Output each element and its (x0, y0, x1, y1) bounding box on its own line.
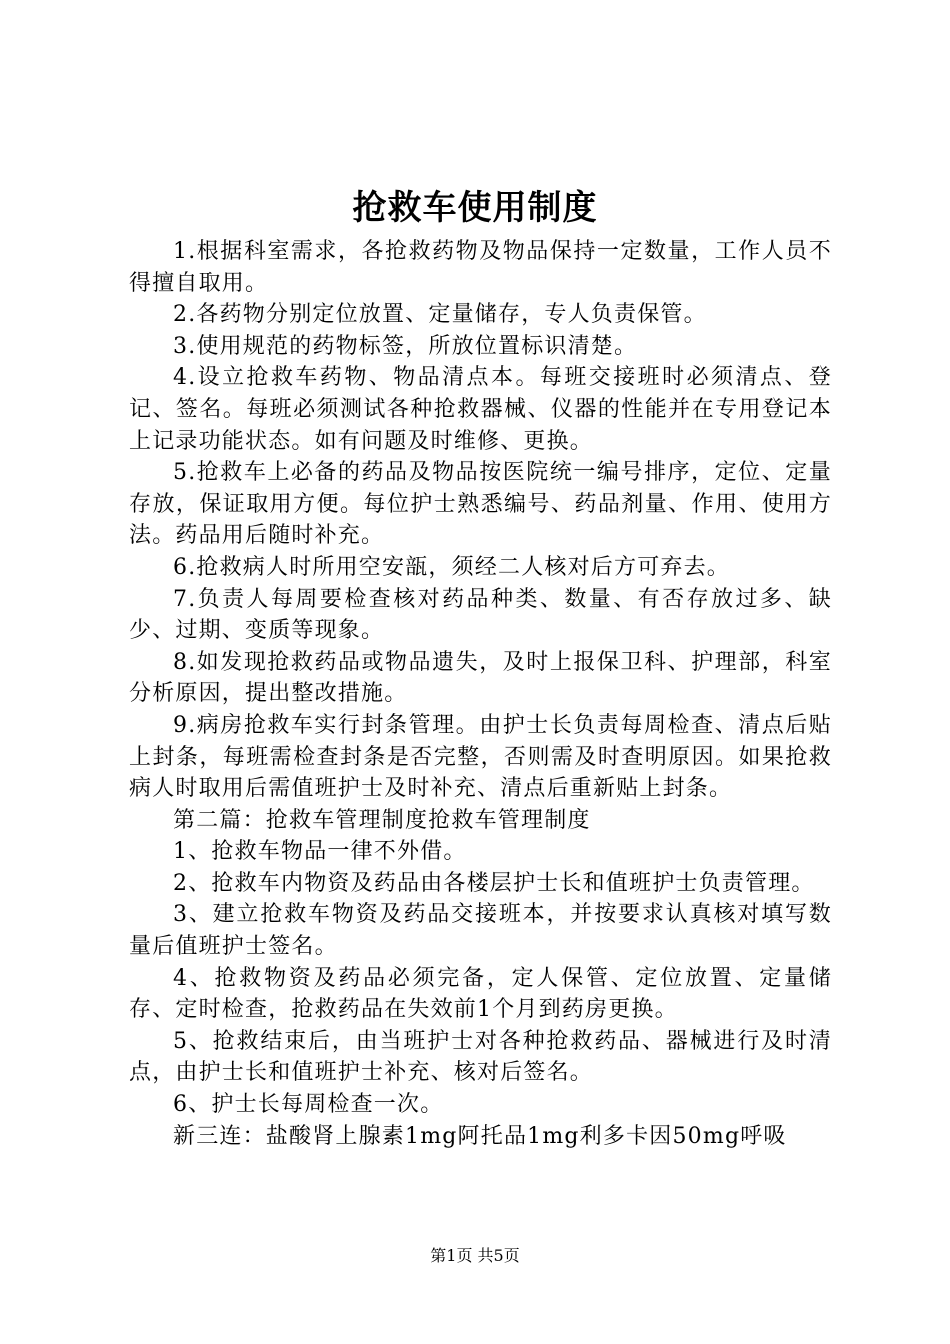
page-footer: 第1页 共5页 (430, 1246, 520, 1265)
paragraph: 6.抢救病人时所用空安瓿，须经二人核对后方可弃去。 (173, 554, 730, 580)
document-body (129, 236, 832, 1152)
paragraph: 5.抢救车上必备的药品及物品按医院统一编号排序，定位、定量存放，保证取用方便。每位护士熟悉编号、药品剂量、作用、使用方法。药品用后随时补充。 (129, 460, 832, 549)
paragraph: 8.如发现抢救药品或物品遗失，及时上报保卫科、护理部，科室分析原因，提出整改措施。 (129, 649, 832, 707)
paragraph: 3.使用规范的药物标签，所放位置标识清楚。 (173, 333, 638, 359)
paragraph: 1、抢救车物品一律不外借。 (173, 839, 467, 865)
paragraph: 4、抢救物资及药品必须完备，定人保管、定位放置、定量储存、定时检查，抢救药品在失效前1个月到药房更换。 (129, 965, 832, 1023)
paragraph: 2、抢救车内物资及药品由各楼层护士长和值班护士负责管理。 (173, 870, 815, 896)
section-heading: 第二篇：抢救车管理制度抢救车管理制度 (173, 807, 591, 833)
paragraph: 9.病房抢救车实行封条管理。由护士长负责每周检查、清点后贴上封条，每班需检查封条是否完整，否则需及时查明原因。如果抢救病人时取用后需值班护士及时补充、清点后重新贴上封条。 (129, 712, 832, 802)
document-title: 抢救车使用制度 (352, 188, 598, 228)
paragraph: 3、建立抢救车物资及药品交接班本，并按要求认真核对填写数量后值班护士签名。 (129, 902, 832, 960)
paragraph: 新三连：盐酸肾上腺素1mg阿托品1mg利多卡因50mg呼吸 (173, 1123, 787, 1149)
paragraph: 6、护士长每周检查一次。 (173, 1092, 444, 1118)
paragraph: 7.负责人每周要检查核对药品种类、数量、有否存放过多、缺少、过期、变质等现象。 (129, 586, 832, 644)
paragraph: 5、抢救结束后，由当班护士对各种抢救药品、器械进行及时清点，由护士长和值班护士补充、核对后签名。 (129, 1028, 832, 1086)
paragraph: 2.各药物分别定位放置、定量储存，专人负责保管。 (173, 302, 707, 328)
paragraph: 1.根据科室需求，各抢救药物及物品保持一定数量，工作人员不得擅自取用。 (129, 239, 832, 296)
paragraph: 4.设立抢救车药物、物品清点本。每班交接班时必须清点、登记、签名。每班必须测试各种抢救器械、仪器的性能并在专用登记本上记录功能状态。如有问题及时维修、更换。 (129, 365, 832, 454)
